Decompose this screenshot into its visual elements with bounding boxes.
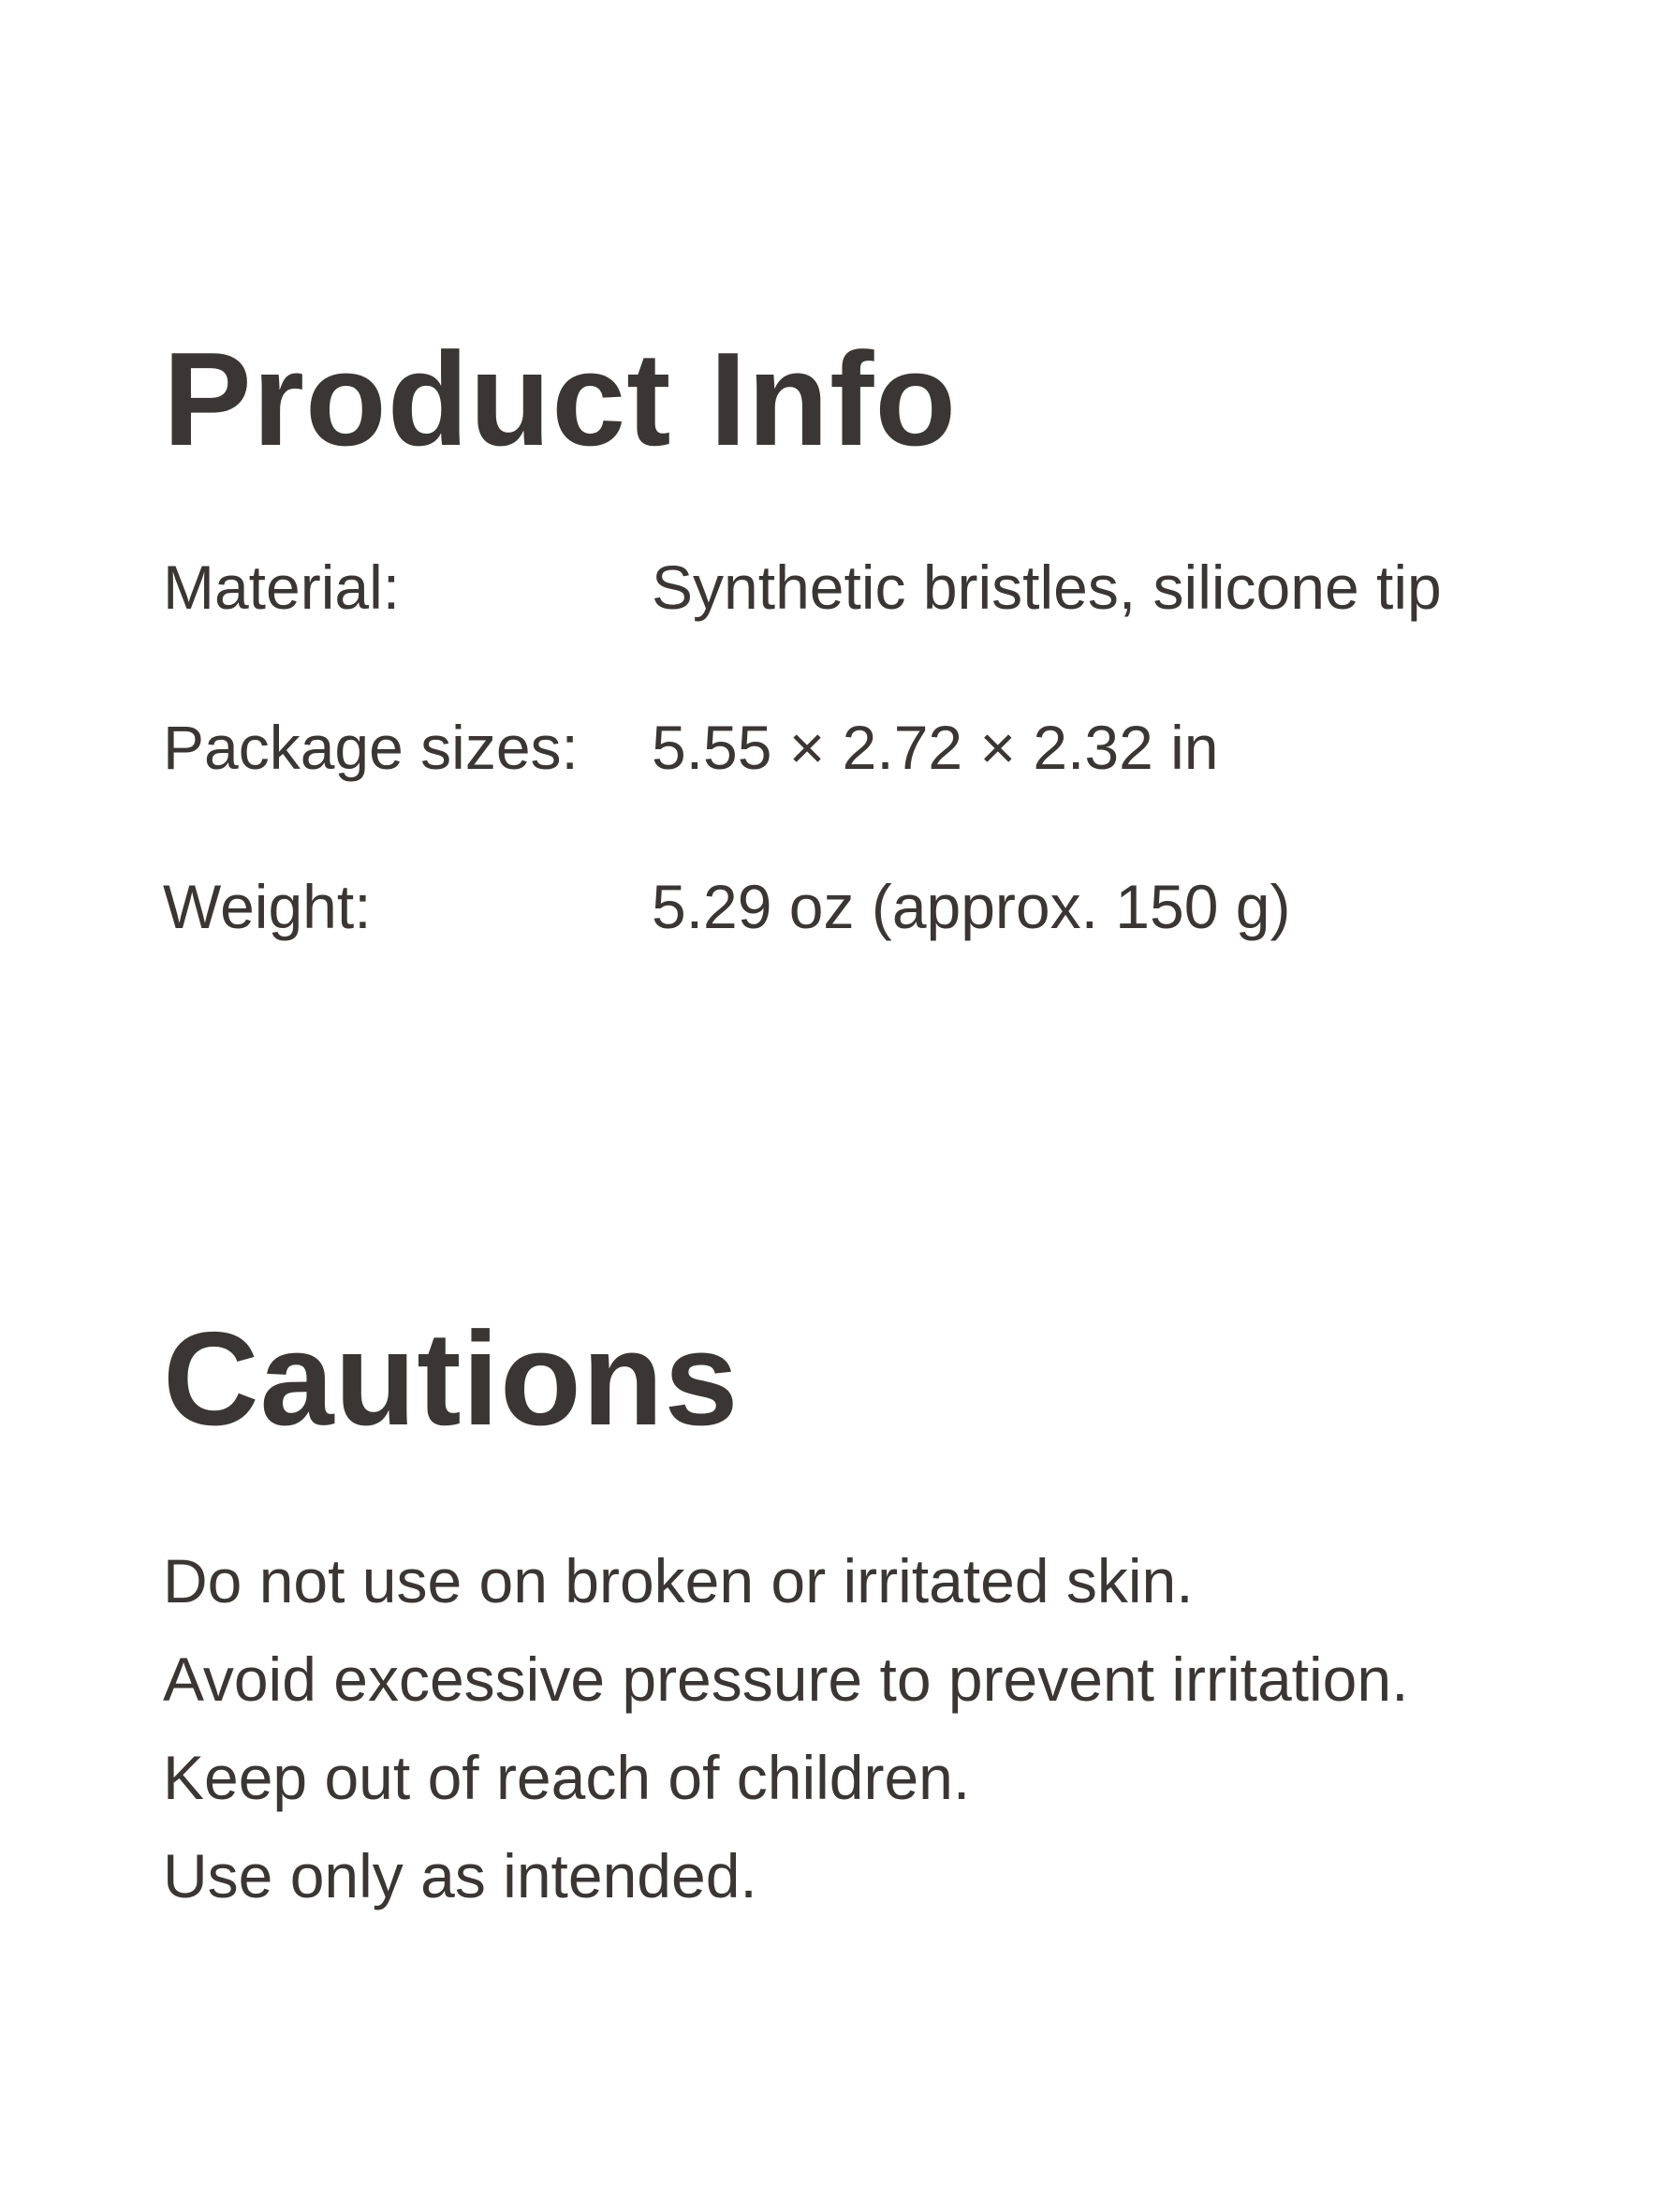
product-info-heading: Product Info xyxy=(163,325,958,474)
weight-label: Weight: xyxy=(163,872,372,941)
caution-item: Avoid excessive pressure to prevent irritation. xyxy=(163,1644,1409,1714)
caution-item: Use only as intended. xyxy=(163,1841,757,1910)
cautions-heading: Cautions xyxy=(163,1305,740,1453)
weight-row xyxy=(163,869,1567,944)
material-row xyxy=(163,550,1567,625)
package-sizes-row xyxy=(163,710,1567,785)
weight-value: 5.29 oz (approx. 150 g) xyxy=(652,872,1291,941)
material-label: Material: xyxy=(163,553,401,622)
package-sizes-value: 5.55 × 2.72 × 2.32 in xyxy=(652,713,1219,782)
material-value: Synthetic bristles, silicone tip xyxy=(652,553,1442,622)
caution-item: Keep out of reach of children. xyxy=(163,1743,971,1812)
caution-item: Do not use on broken or irritated skin. xyxy=(163,1546,1194,1615)
package-sizes-label: Package sizes: xyxy=(163,713,579,782)
cautions-list xyxy=(163,1532,1408,1925)
